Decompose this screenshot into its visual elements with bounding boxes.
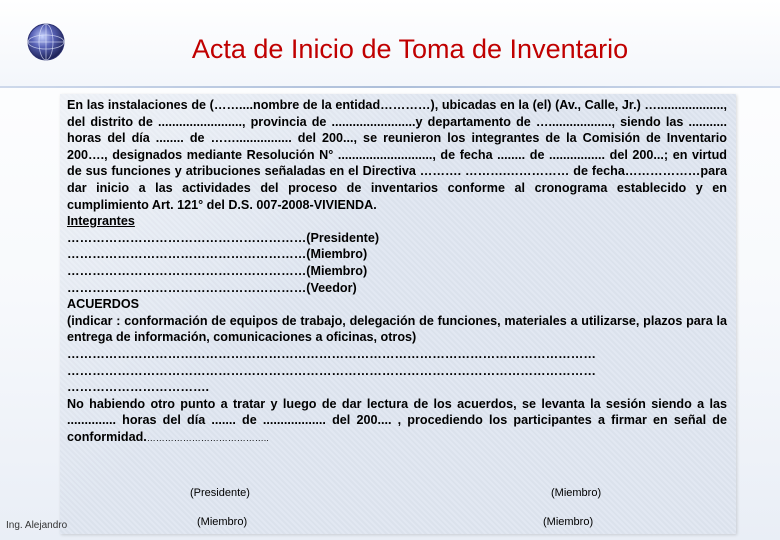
- member-line-presidente: …………………………………………………(Presidente): [67, 230, 380, 245]
- member-line-miembro-2: …………………………………………………(Miembro): [67, 263, 368, 278]
- opening-paragraph: En las instalaciones de (……....nombre de la entidad…………), ubicadas en la (el) (Av., Calle, Jr.) …..................., del distrito de ........................, provincia de ........................y departamento de ….................., siendo las ........... horas del día ........ de ……................ del 200..., se reunieron los integrantes de la Comisión de Inventario 200…., designados mediante Resolución N° ..........................., de fecha ........ de ................ del 200...; en virtud de sus funciones y atribuciones señaladas en el Directiva ………. ……….…………… de fecha………………para dar inicio a las actividades del proceso de inventarios conforme al cronograma establecido y en cumplimiento Art. 121° del D.S. 007-2008-VIVIENDA.: [67, 98, 727, 212]
- signature-presidente: (Presidente): [190, 487, 250, 499]
- dotted-line-2: ………………………………………………………………………………………………………………: [67, 363, 596, 378]
- acuerdos-text: (indicar : conformación de equipos de trabajo, delegación de funciones, materiales a utilizarse, plazos para la entrega de información, comunicaciones a oficinas, otros): [67, 313, 727, 345]
- closing-tail: …………………………………..: [146, 432, 269, 443]
- acuerdos-heading: ACUERDOS: [67, 297, 140, 312]
- globe-logo-icon: [26, 22, 66, 62]
- signature-miembro-bottom-right: (Miembro): [543, 516, 594, 528]
- integrantes-heading: Integrantes: [67, 214, 135, 229]
- closing-text: No habiendo otro punto a tratar y luego de dar lectura de los acuerdos, se levanta la sesión siendo a las .............. horas del día ....... de .................. del 200.... , procediendo los participantes a firmar en señal de conformidad.: [67, 396, 727, 444]
- dotted-line-1: ………………………………………………………………………………………………………………: [67, 346, 596, 361]
- page-title: Acta de Inicio de Toma de Inventario: [191, 34, 629, 64]
- header-divider: [0, 86, 780, 88]
- closing-paragraph: [67, 396, 727, 447]
- signature-miembro-bottom-left: (Miembro): [197, 516, 248, 528]
- dotted-line-3: …………………………….: [67, 380, 210, 395]
- document-body: [67, 97, 727, 446]
- member-line-veedor: …………………………………………………(Veedor): [67, 280, 357, 295]
- footer-author: Ing. Alejandro: [6, 520, 68, 531]
- member-line-miembro-1: …………………………………………………(Miembro): [67, 247, 368, 262]
- signature-miembro-top: (Miembro): [551, 487, 602, 499]
